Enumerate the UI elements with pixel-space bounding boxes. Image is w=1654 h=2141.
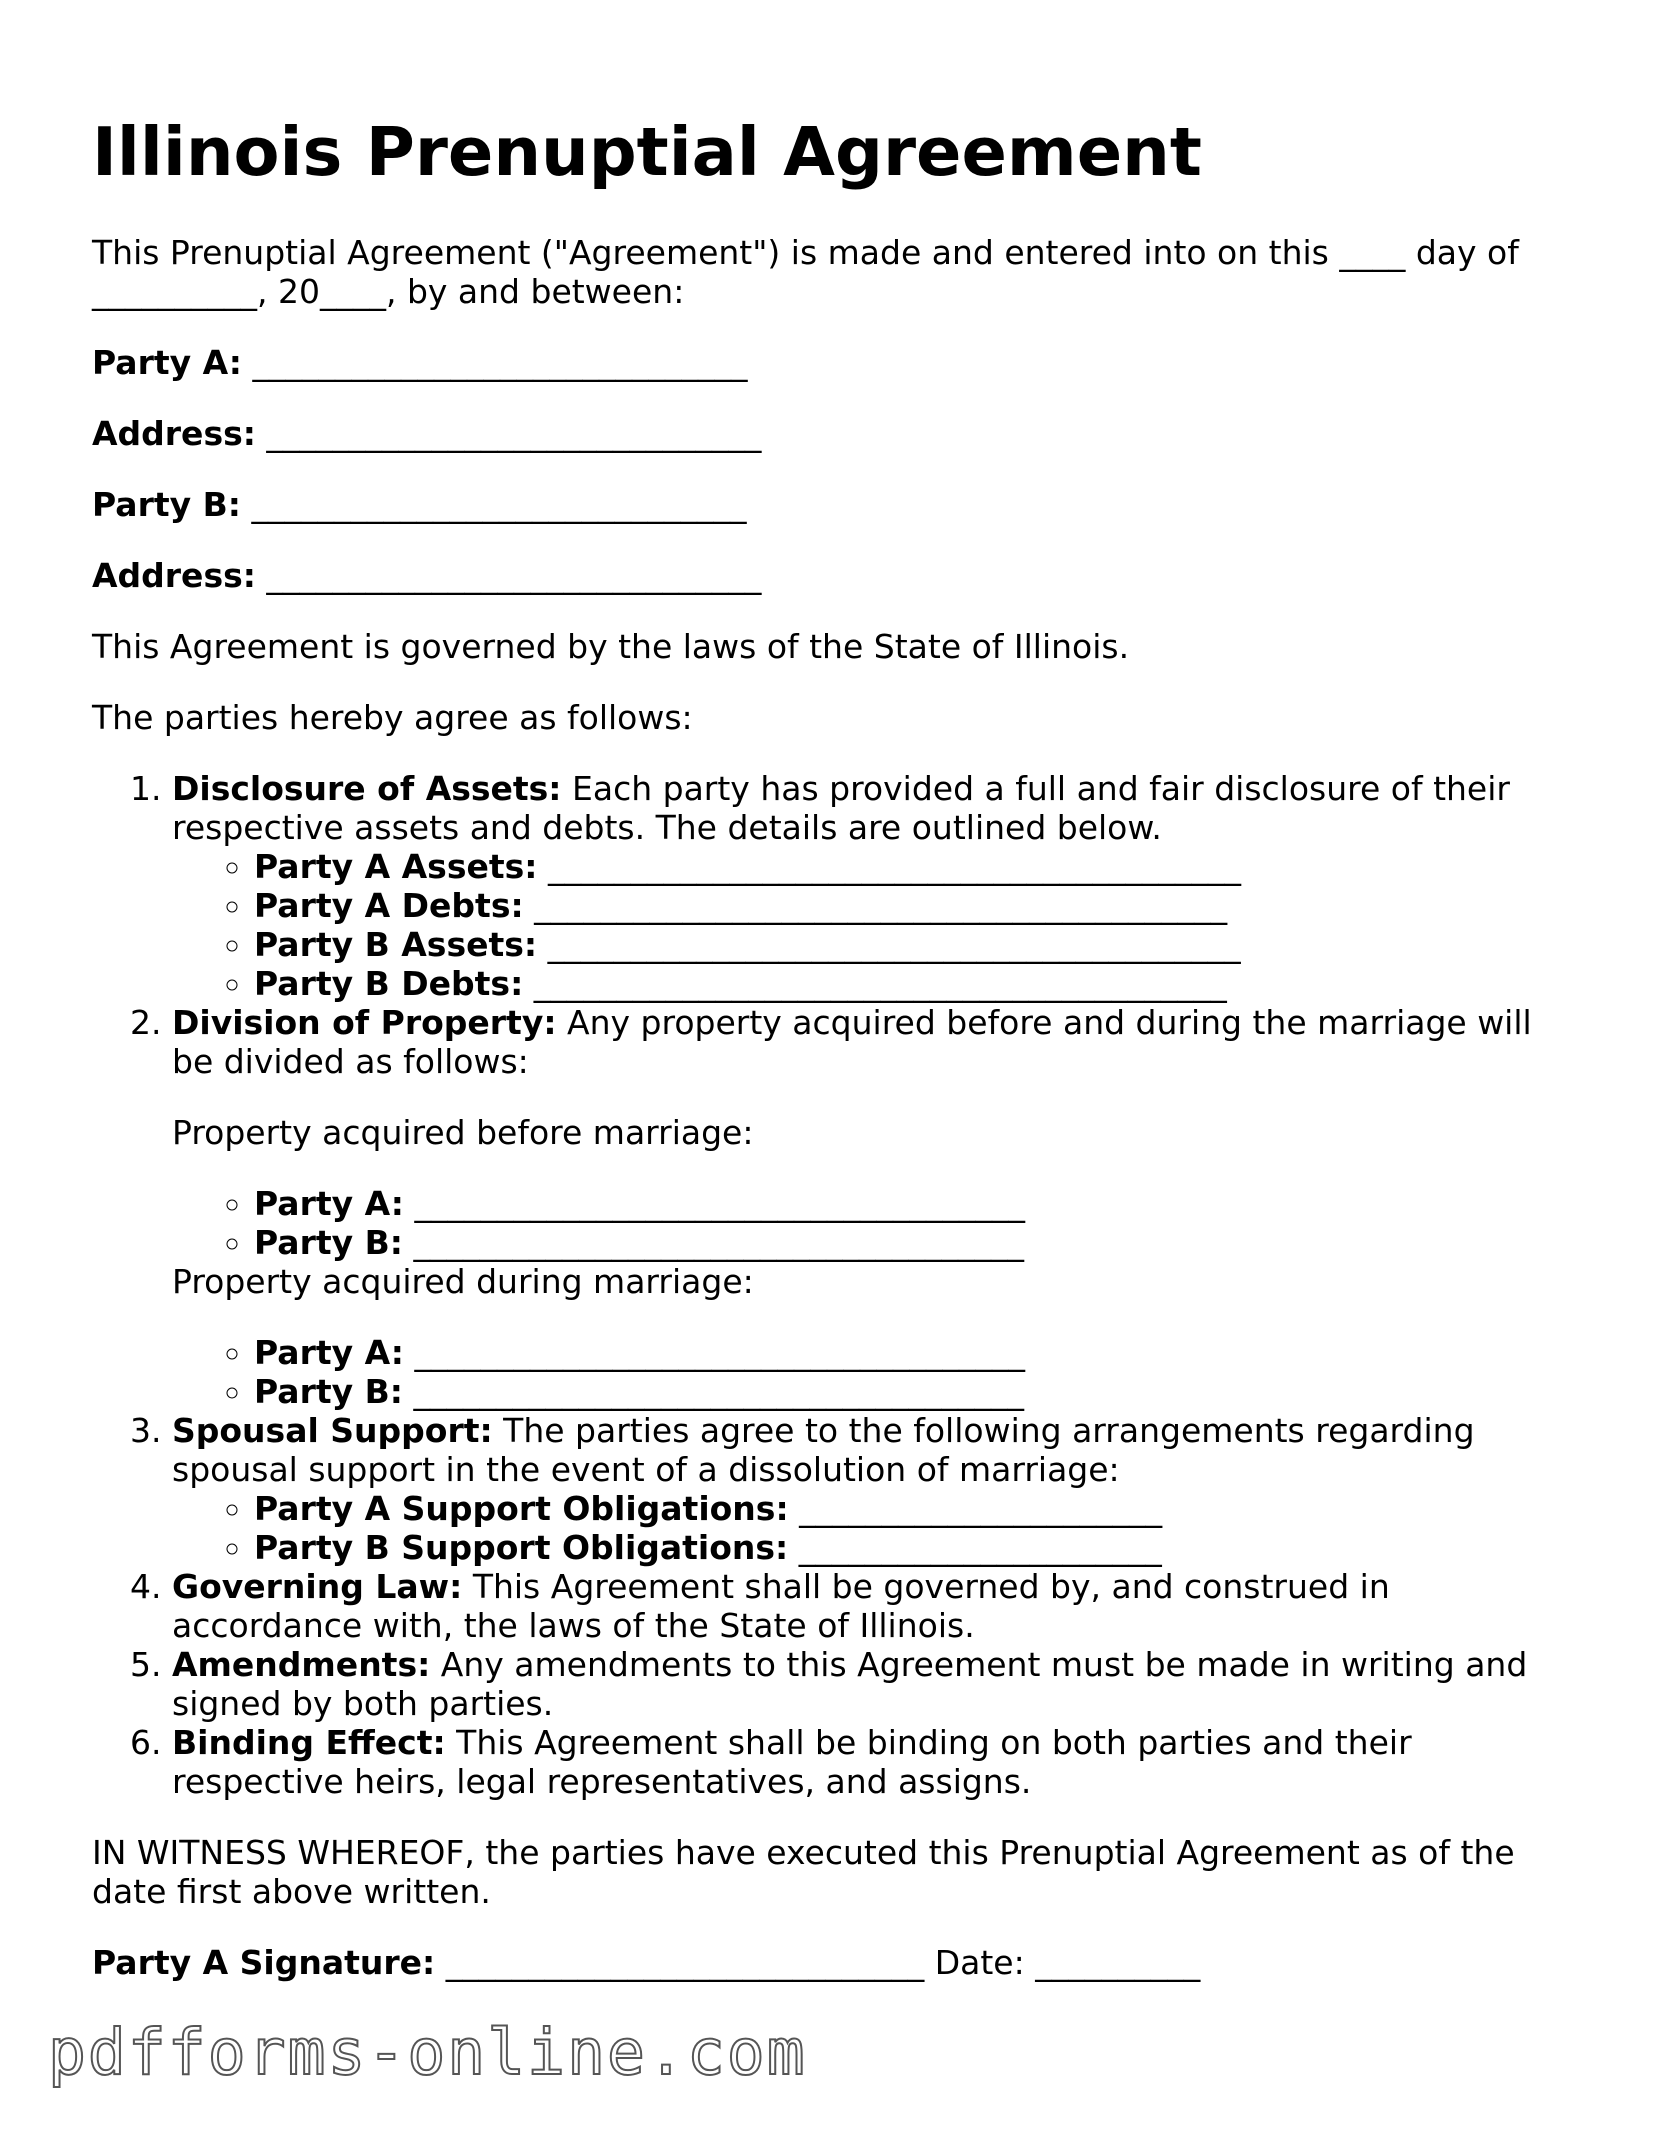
during-party-b-blank[interactable]: _____________________________________ <box>402 1372 1024 1411</box>
party-a-address-label: Address: <box>92 414 256 453</box>
during-party-a-label: Party A: <box>254 1333 404 1372</box>
party-a-debts-blank[interactable]: __________________________________________ <box>523 886 1228 925</box>
section-6-heading: Binding Effect: <box>172 1723 446 1762</box>
property-before-marriage-label: Property acquired before marriage: <box>172 1113 754 1152</box>
party-b-debts-item[interactable] <box>254 964 1572 1003</box>
party-b-support-blank[interactable]: ______________________ <box>788 1528 1162 1567</box>
party-b-blank[interactable]: ______________________________ <box>251 485 747 524</box>
support-obligations-list <box>172 1489 1572 1567</box>
party-b-name-field[interactable] <box>92 485 1572 524</box>
signature-blank[interactable]: _____________________________ <box>435 1943 935 1982</box>
date-label: Date: <box>934 1943 1025 1982</box>
party-a-name-field[interactable] <box>92 343 1572 382</box>
party-a-support-item[interactable] <box>254 1489 1572 1528</box>
before-party-a-label: Party A: <box>254 1184 404 1223</box>
intro-paragraph: This Prenuptial Agreement ("Agreement") is made and entered into on this ____ day of __________, 20____, by and between: <box>92 233 1519 311</box>
during-party-b-item[interactable] <box>254 1372 1572 1411</box>
terms-list <box>92 769 1572 1801</box>
section-6-text: This Agreement shall be binding on both parties and their respective heirs, legal representatives, and assigns. <box>172 1723 1412 1801</box>
before-party-a-item[interactable] <box>254 1184 1572 1223</box>
section-4-text: This Agreement shall be governed by, and construed in accordance with, the laws of the State of Illinois. <box>172 1567 1390 1645</box>
during-party-a-item[interactable] <box>254 1333 1572 1372</box>
during-party-b-label: Party B: <box>254 1372 403 1411</box>
property-during-marriage-label: Property acquired during marriage: <box>172 1262 754 1301</box>
party-a-support-label: Party A Support Obligations: <box>254 1489 789 1528</box>
party-b-support-item[interactable] <box>254 1528 1572 1567</box>
before-party-b-label: Party B: <box>254 1223 403 1262</box>
party-b-debts-blank[interactable]: __________________________________________ <box>523 964 1227 1003</box>
party-b-support-label: Party B Support Obligations: <box>254 1528 789 1567</box>
party-a-debts-label: Party A Debts: <box>254 886 524 925</box>
party-a-debts-item[interactable] <box>254 886 1572 925</box>
section-spousal-support <box>172 1411 1572 1567</box>
section-division-of-property <box>172 1003 1572 1411</box>
section-governing-law <box>172 1567 1572 1645</box>
party-a-assets-label: Party A Assets: <box>254 847 538 886</box>
section-5-text: Any amendments to this Agreement must be made in writing and signed by both parties. <box>172 1645 1528 1723</box>
party-b-address-label: Address: <box>92 556 256 595</box>
section-amendments <box>172 1645 1572 1723</box>
section-disclosure-of-assets <box>172 769 1572 1003</box>
property-before-list <box>172 1184 1572 1262</box>
party-a-address-blank[interactable]: ______________________________ <box>266 414 762 453</box>
before-party-b-blank[interactable]: _____________________________________ <box>402 1223 1024 1262</box>
signature-label: Party A Signature: <box>92 1943 436 1982</box>
watermark-text: pdfforms-online.com <box>48 2016 807 2089</box>
party-a-support-blank[interactable]: ______________________ <box>788 1489 1163 1528</box>
section-binding-effect <box>172 1723 1572 1801</box>
governed-statement: This Agreement is governed by the laws of the State of Illinois. <box>92 627 1130 666</box>
section-5-heading: Amendments: <box>172 1645 431 1684</box>
section-1-heading: Disclosure of Assets: <box>172 769 562 808</box>
assets-debts-list <box>172 847 1572 1003</box>
party-b-assets-item[interactable] <box>254 925 1572 964</box>
section-4-heading: Governing Law: <box>172 1567 463 1606</box>
party-b-assets-label: Party B Assets: <box>254 925 538 964</box>
party-b-label: Party B: <box>92 485 241 524</box>
section-2-text: Any property acquired before and during the marriage will be divided as follows: <box>172 1003 1532 1081</box>
date-blank[interactable]: __________ <box>1024 1943 1201 1982</box>
party-a-address-field[interactable] <box>92 414 1572 453</box>
party-a-blank[interactable]: ______________________________ <box>252 343 748 382</box>
before-party-b-item[interactable] <box>254 1223 1572 1262</box>
property-during-list <box>172 1333 1572 1411</box>
agree-intro: The parties hereby agree as follows: <box>92 698 693 737</box>
signature-line <box>92 1943 1572 1982</box>
party-b-debts-label: Party B Debts: <box>254 964 524 1003</box>
witness-paragraph: IN WITNESS WHEREOF, the parties have executed this Prenuptial Agreement as of the date first above written. <box>92 1833 1515 1911</box>
party-b-assets-blank[interactable]: __________________________________________ <box>537 925 1241 964</box>
party-a-assets-blank[interactable]: __________________________________________ <box>537 847 1241 886</box>
party-a-assets-item[interactable] <box>254 847 1572 886</box>
section-3-text: The parties agree to the following arrangements regarding spousal support in the event of a dissolution of marriage: <box>172 1411 1475 1489</box>
section-1-text: Each party has provided a full and fair disclosure of their respective assets and debts. The details are outlined below. <box>172 769 1510 847</box>
party-b-address-blank[interactable]: ______________________________ <box>266 556 762 595</box>
section-3-heading: Spousal Support: <box>172 1411 493 1450</box>
section-2-heading: Division of Property: <box>172 1003 557 1042</box>
before-party-a-blank[interactable]: _____________________________________ <box>403 1184 1025 1223</box>
party-b-address-field[interactable] <box>92 556 1572 595</box>
during-party-a-blank[interactable]: _____________________________________ <box>403 1333 1025 1372</box>
document-title: Illinois Prenuptial Agreement <box>92 113 1202 191</box>
document-page <box>92 112 1572 2014</box>
party-a-label: Party A: <box>92 343 242 382</box>
